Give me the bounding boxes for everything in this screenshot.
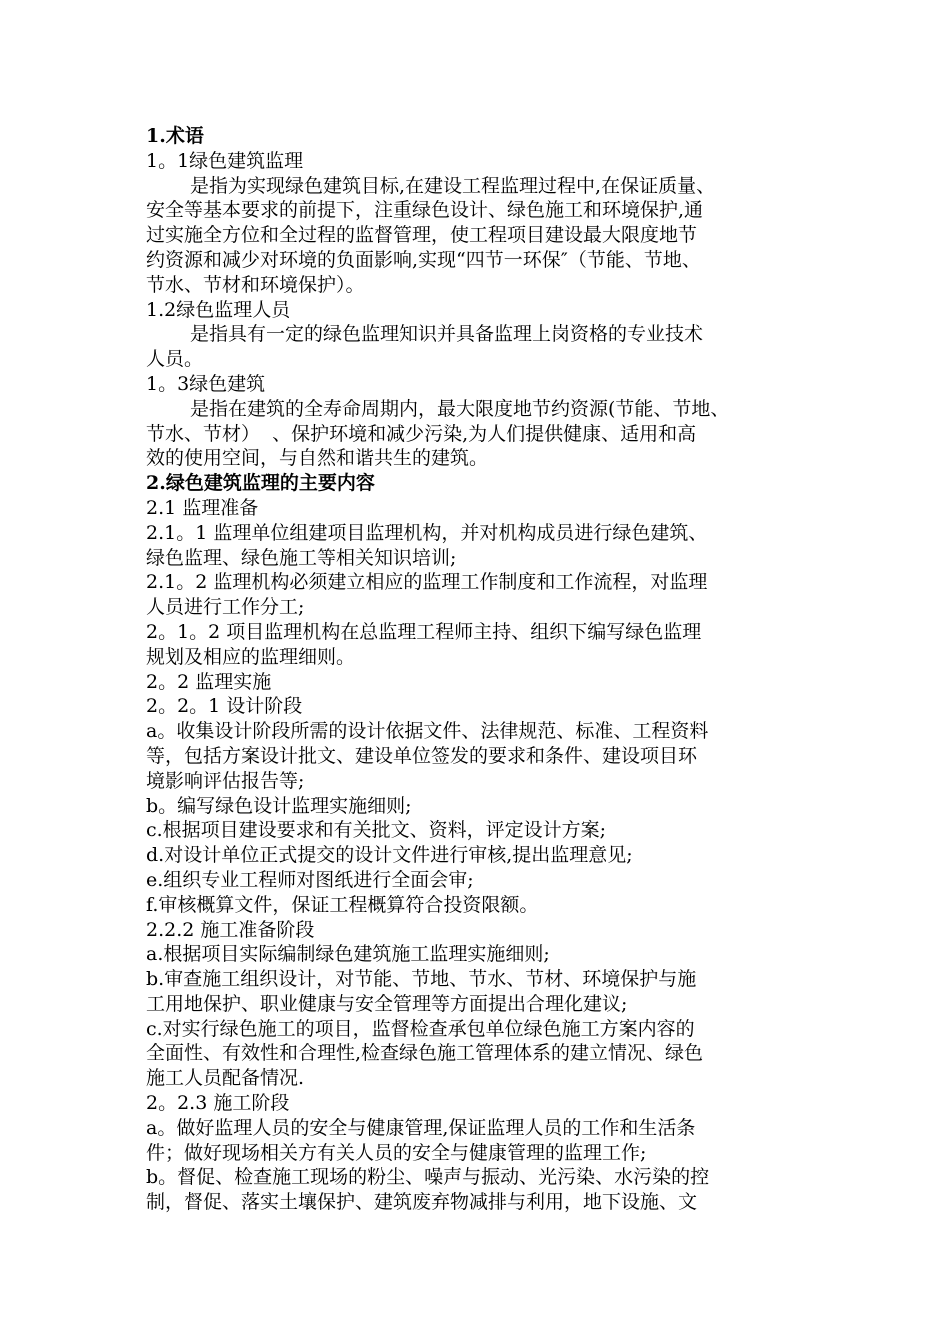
list-item-line: 全面性、有效性和合理性,检查绿色施工管理体系的建立情况、绿色	[146, 1042, 704, 1065]
list-item-line: a。收集设计阶段所需的设计依据文件、法律规范、标准、工程资料	[146, 720, 709, 743]
list-item-line: 境影响评估报告等;	[146, 769, 305, 792]
list-item-line: c.对实行绿色施工的项目，监督检查承包单位绿色施工方案内容的	[146, 1017, 695, 1040]
subsection-heading: 2。2 监理实施	[146, 670, 272, 693]
section-heading: 1.术语	[146, 125, 204, 147]
list-item-line: 等，包括方案设计批文、建设单位签发的要求和条件、建设项目环	[146, 744, 698, 767]
paragraph-line: 效的使用空间，与自然和谐共生的建筑。	[146, 447, 489, 470]
paragraph-line: 是指在建筑的全寿命周期内，最大限度地节约资源(节能、节地、	[190, 397, 730, 420]
paragraph-line: 2.1。2 监理机构必须建立相应的监理工作制度和工作流程，对监理	[146, 571, 708, 594]
list-item-line: 施工人员配备情况.	[146, 1067, 305, 1090]
list-item-line: 工用地保护、职业健康与安全管理等方面提出合理化建议;	[146, 992, 628, 1015]
list-item-line: b。督促、检查施工现场的粉尘、噪声与振动、光污染、水污染的控	[146, 1166, 710, 1189]
list-item-line: d.对设计单位正式提交的设计文件进行审核,提出监理意见;	[146, 844, 633, 867]
list-item-line: b.审查施工组织设计，对节能、节地、节水、节材、环境保护与施	[146, 968, 697, 991]
paragraph-line: 约资源和减少对环境的负面影响,实现“四节一环保″（节能、节地、	[146, 248, 701, 271]
paragraph-line: 是指为实现绿色建筑目标,在建设工程监理过程中,在保证质量、	[190, 174, 716, 197]
paragraph-line: 人员。	[146, 348, 204, 371]
paragraph-line: 2.1。1 监理单位组建项目监理机构，并对机构成员进行绿色建筑、	[146, 521, 708, 544]
list-item-line: a。做好监理人员的安全与健康管理,保证监理人员的工作和生活条	[146, 1116, 696, 1139]
list-item-line: 件；做好现场相关方有关人员的安全与健康管理的监理工作;	[146, 1141, 647, 1164]
list-item-line: a.根据项目实际编制绿色建筑施工监理实施细则;	[146, 943, 550, 966]
paragraph-line: 绿色监理、绿色施工等相关知识培训;	[146, 546, 457, 569]
subsection-heading: 1。1绿色建筑监理	[146, 149, 304, 172]
section-heading: 2.绿色建筑监理的主要内容	[146, 472, 375, 495]
subsection-heading: 2.2.2 施工准备阶段	[146, 918, 315, 941]
list-item-line: e.组织专业工程师对图纸进行全面会审;	[146, 868, 474, 891]
subsection-heading: 1.2绿色监理人员	[146, 298, 291, 321]
list-item-line: f.审核概算文件，保证工程概算符合投资限额。	[146, 893, 539, 916]
paragraph-line: 人员进行工作分工;	[146, 596, 305, 619]
paragraph-line: 是指具有一定的绿色监理知识并具备监理上岗资格的专业技术	[190, 323, 704, 346]
list-item-line: 制，督促、落实土壤保护、建筑废弃物减排与利用，地下设施、文	[146, 1191, 698, 1214]
paragraph-line: 规划及相应的监理细则。	[146, 645, 356, 668]
paragraph-line: 2。1。2 项目监理机构在总监理工程师主持、组织下编写绿色监理	[146, 620, 702, 643]
subsection-heading: 2。2.3 施工阶段	[146, 1092, 290, 1115]
document-page	[146, 124, 826, 1215]
paragraph-line: 节水、节材） 、保护环境和减少污染,为人们提供健康、适用和高	[146, 422, 697, 445]
subsection-heading: 2。2。1 设计阶段	[146, 695, 303, 718]
paragraph-line: 过实施全方位和全过程的监督管理，使工程项目建设最大限度地节	[146, 224, 698, 247]
paragraph-line: 节水、节材和环境保护）。	[146, 273, 365, 296]
paragraph-line: 安全等基本要求的前提下，注重绿色设计、绿色施工和环境保护,通	[146, 199, 704, 222]
subsection-heading: 2.1 监理准备	[146, 496, 259, 519]
list-item-line: c.根据项目建设要求和有关批文、资料，评定设计方案;	[146, 819, 607, 842]
list-item-line: b。编写绿色设计监理实施细则;	[146, 794, 412, 817]
subsection-heading: 1。3绿色建筑	[146, 372, 266, 395]
